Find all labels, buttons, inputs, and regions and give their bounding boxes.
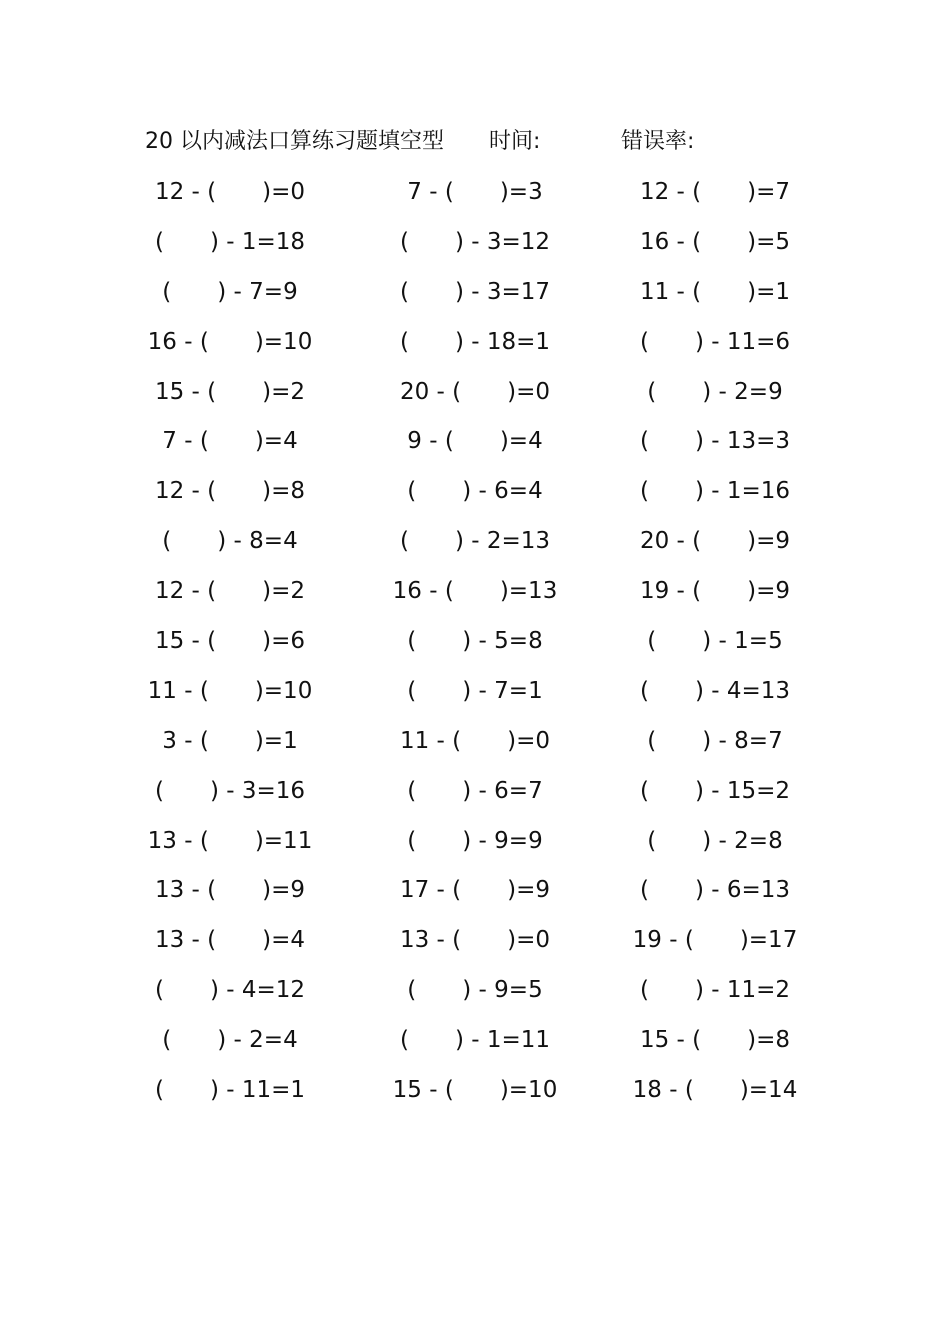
problem-item: 12 - ( )=8 bbox=[154, 478, 306, 505]
problem-item: 11 - ( )=10 bbox=[147, 677, 313, 704]
problem-item: 16 - ( )=10 bbox=[147, 328, 313, 355]
problem-item: ( ) - 6=4 bbox=[407, 478, 543, 505]
problem-row bbox=[130, 621, 820, 671]
problem-row bbox=[130, 970, 820, 1020]
problem-item: 15 - ( )=10 bbox=[392, 1077, 558, 1104]
problem-item: ( ) - 2=13 bbox=[399, 528, 551, 555]
problem-item: 13 - ( )=4 bbox=[154, 927, 306, 954]
problem-item: ( ) - 1=16 bbox=[639, 478, 791, 505]
problem-row bbox=[130, 771, 820, 821]
problem-item: ( ) - 6=13 bbox=[639, 877, 791, 904]
problem-row bbox=[130, 671, 820, 721]
problem-item: 19 - ( )=9 bbox=[639, 578, 791, 605]
problem-item: ( ) - 7=9 bbox=[162, 278, 298, 305]
problem-row bbox=[130, 1070, 820, 1120]
problem-item: ( ) - 2=9 bbox=[647, 378, 783, 405]
problem-item: ( ) - 2=8 bbox=[647, 827, 783, 854]
problem-item: ( ) - 9=5 bbox=[407, 977, 543, 1004]
problem-row bbox=[130, 1020, 820, 1070]
problem-item: ( ) - 13=3 bbox=[639, 428, 791, 455]
worksheet-title: 20 以内减法口算练习题填空型 bbox=[145, 129, 444, 154]
problem-item: 15 - ( )=8 bbox=[639, 1027, 791, 1054]
problem-item: ( ) - 3=17 bbox=[399, 278, 551, 305]
problem-item: 12 - ( )=2 bbox=[154, 578, 306, 605]
problem-row bbox=[130, 920, 820, 970]
problem-item: 13 - ( )=9 bbox=[154, 877, 306, 904]
problem-item: ( ) - 11=2 bbox=[639, 977, 791, 1004]
problem-item: ( ) - 1=5 bbox=[647, 628, 783, 655]
problem-item: ( ) - 11=6 bbox=[639, 328, 791, 355]
problem-row bbox=[130, 521, 820, 571]
problem-item: 7 - ( )=3 bbox=[407, 179, 543, 205]
problem-item: 3 - ( )=1 bbox=[162, 727, 298, 754]
problem-row bbox=[130, 322, 820, 372]
problem-item: 11 - ( )=1 bbox=[639, 278, 791, 305]
problem-item: 11 - ( )=0 bbox=[399, 727, 551, 754]
problem-item: 17 - ( )=9 bbox=[399, 877, 551, 904]
problem-item: 15 - ( )=6 bbox=[154, 628, 306, 655]
problem-item: 16 - ( )=5 bbox=[639, 228, 791, 255]
problem-item: ( ) - 1=11 bbox=[399, 1027, 551, 1054]
problem-item: 20 - ( )=0 bbox=[399, 378, 551, 405]
problem-item: ( ) - 11=1 bbox=[154, 1077, 306, 1104]
problem-row bbox=[130, 721, 820, 771]
problem-item: ( ) - 8=7 bbox=[647, 727, 783, 754]
problem-row bbox=[130, 471, 820, 521]
problem-item: 20 - ( )=9 bbox=[639, 528, 791, 555]
problem-item: 15 - ( )=2 bbox=[154, 378, 306, 405]
problem-item: ( ) - 3=12 bbox=[399, 228, 551, 255]
problem-item: ( ) - 15=2 bbox=[639, 777, 791, 804]
problem-item: 13 - ( )=0 bbox=[399, 927, 551, 954]
problem-item: ( ) - 3=16 bbox=[154, 777, 306, 804]
problem-item: 7 - ( )=4 bbox=[162, 428, 298, 455]
problem-item: 9 - ( )=4 bbox=[407, 428, 543, 455]
problem-item: ( ) - 4=13 bbox=[639, 677, 791, 704]
problem-row bbox=[130, 372, 820, 422]
time-label: 时间: bbox=[489, 129, 541, 154]
problem-item: 18 - ( )=14 bbox=[632, 1077, 798, 1104]
error-rate-label: 错误率: bbox=[621, 129, 695, 154]
problem-item: 12 - ( )=0 bbox=[154, 179, 306, 205]
problem-row bbox=[130, 272, 820, 322]
problem-item: ( ) - 1=18 bbox=[154, 228, 306, 255]
problem-row bbox=[130, 870, 820, 920]
problem-row bbox=[130, 821, 820, 871]
problem-item: 16 - ( )=13 bbox=[392, 578, 558, 605]
problem-row bbox=[130, 421, 820, 471]
problem-item: ( ) - 5=8 bbox=[407, 628, 543, 655]
problem-grid bbox=[130, 172, 820, 1120]
worksheet-header bbox=[145, 124, 845, 160]
problem-item: ( ) - 9=9 bbox=[407, 827, 543, 854]
problem-item: 12 - ( )=7 bbox=[639, 179, 791, 205]
problem-item: ( ) - 4=12 bbox=[154, 977, 306, 1004]
problem-item: ( ) - 8=4 bbox=[162, 528, 298, 555]
problem-item: ( ) - 6=7 bbox=[407, 777, 543, 804]
problem-row bbox=[130, 172, 820, 222]
problem-item: ( ) - 7=1 bbox=[407, 677, 543, 704]
problem-row bbox=[130, 222, 820, 272]
problem-item: 19 - ( )=17 bbox=[632, 927, 798, 954]
problem-item: ( ) - 18=1 bbox=[399, 328, 551, 355]
problem-row bbox=[130, 571, 820, 621]
problem-item: 13 - ( )=11 bbox=[147, 827, 313, 854]
problem-item: ( ) - 2=4 bbox=[162, 1027, 298, 1054]
